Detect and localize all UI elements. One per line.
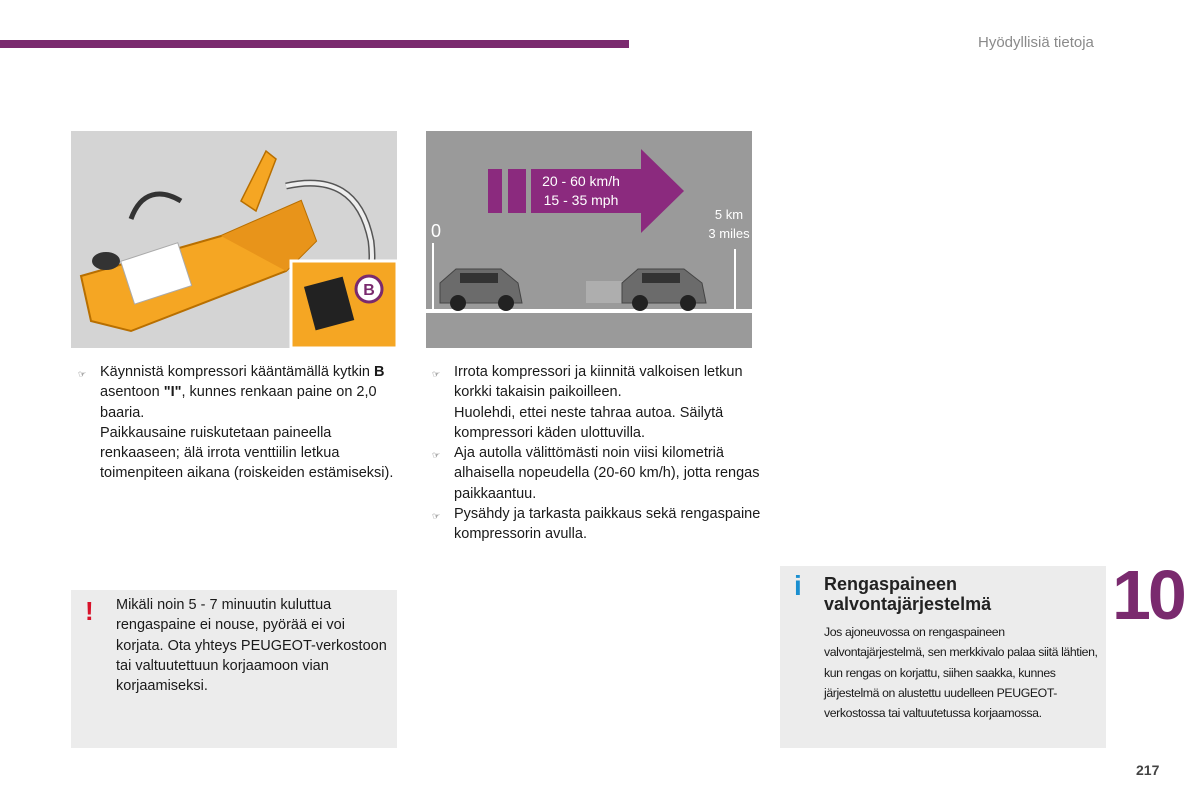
instruction-step: ☞ Käynnistä kompressori kääntämällä kytkin B asentoon "I", kunnes renkaan paine on 2,0 baaria.	[78, 362, 403, 423]
instruction-step: ☞ Irrota kompressori ja kiinnitä valkoisen letkun korkki takaisin paikoilleen.	[432, 362, 762, 403]
instruction-note: Paikkausaine ruiskutetaan paineella renkaaseen; älä irrota venttiilin letkua toimenpiteen aikana (roiskeiden estämiseksi).	[100, 424, 394, 482]
pointing-hand-icon: ☞	[432, 369, 441, 379]
instruction-note: Huolehdi, ettei neste tahraa autoa. Säilytä kompressori käden ulottuvilla.	[454, 404, 724, 441]
pointing-hand-icon: ☞	[432, 450, 441, 461]
instruction-step: ☞ Pysähdy ja tarkasta paikkaus sekä rengaspaine kompressorin avulla.	[432, 504, 762, 545]
info-box	[780, 566, 1106, 748]
pointing-hand-icon: ☞	[432, 511, 441, 522]
info-text: Jos ajoneuvossa on rengaspaineen valvontajärjestelmä, sen merkkivalo palaa siitä lähtien, kun rengas on korjattu, siihen saakka, kunnes järjestelmä on alustettu uudelleen PEUGEOT-verkostossa tai valtuutetussa korjaamossa.	[824, 625, 1098, 721]
driving-illustration	[426, 131, 752, 348]
left-instructions	[78, 362, 403, 484]
info-icon: i	[794, 570, 802, 601]
compressor-illustration	[71, 131, 397, 348]
warning-box	[71, 590, 397, 748]
warning-text: Mikäli noin 5 - 7 minuutin kuluttua rengaspaine ei nouse, pyörää ei voi korjata. Ota yhteys PEUGEOT-verkostoon tai valtuutettuun korjaamoon vian korjaamiseksi.	[116, 597, 387, 695]
distance-km: 5 km	[714, 207, 744, 222]
speed-kmh: 20 - 60 km/h	[542, 173, 620, 189]
info-title: Rengaspaineen valvontajärjestelmä	[824, 574, 992, 614]
chapter-number: 10	[1112, 556, 1184, 634]
instruction-step: ☞ Aja autolla välittömästi noin viisi kilometriä alhaisella nopeudella (20-60 km/h), jotta rengas paikkaantuu.	[432, 443, 762, 504]
distance-miles: 3 miles	[708, 226, 750, 241]
switch-b-label: B	[363, 282, 375, 299]
section-title: Hyödyllisiä tietoja	[978, 34, 1094, 51]
accent-bar	[0, 40, 629, 48]
start-mark: 0	[431, 221, 442, 241]
page-number: 217	[1136, 762, 1160, 778]
right-instructions	[432, 362, 762, 545]
speed-mph: 15 - 35 mph	[543, 192, 619, 208]
pointing-hand-icon: ☞	[78, 369, 87, 379]
exclamation-icon: !	[85, 596, 94, 626]
